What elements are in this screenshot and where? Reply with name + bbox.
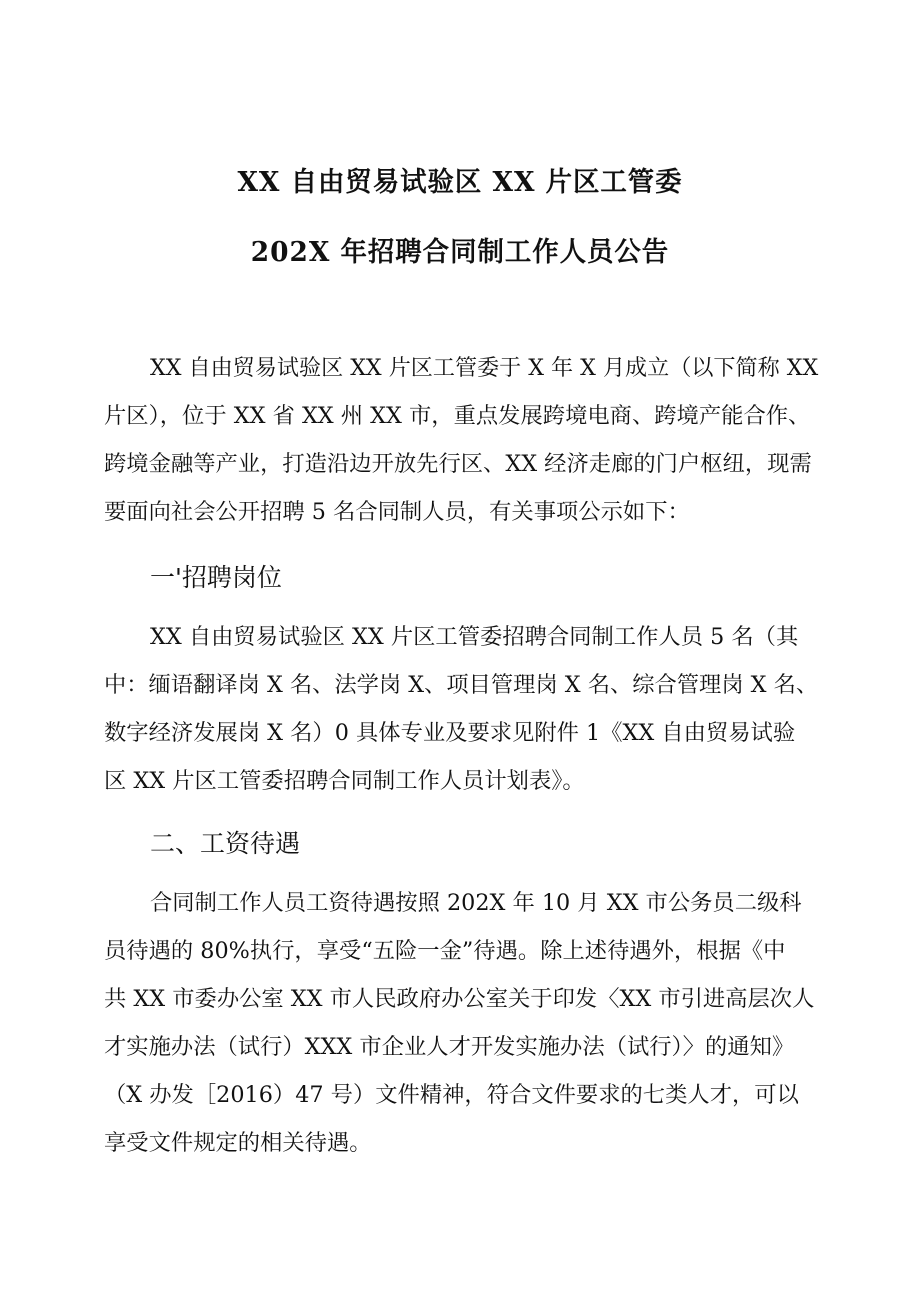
section-1-line: 数字经济发展岗 X 名）0 具体专业及要求见附件 1《XX 自由贸易试验 bbox=[104, 720, 796, 746]
intro-line: XX 自由贸易试验区 XX 片区工管委于 X 年 X 月成立（以下简称 XX bbox=[150, 355, 819, 381]
intro-line: 片区），位于 XX 省 XX 州 XX 市，重点发展跨境电商、跨境产能合作、 bbox=[104, 403, 811, 429]
intro-line: 要面向社会公开招聘 5 名合同制人员，有关事项公示如下： bbox=[104, 499, 690, 525]
section-2-line: 合同制工作人员工资待遇按照 202X 年 10 月 XX 市公务员二级科 bbox=[150, 890, 802, 916]
section-2-heading: 二、工资待遇 bbox=[150, 829, 301, 858]
document-title-line-2: 202X 年招聘合同制工作人员公告 bbox=[250, 237, 670, 268]
document-title-line-1: XX 自由贸易试验区 XX 片区工管委 bbox=[237, 167, 683, 198]
section-2-line: 员待遇的 80%执行，享受“五险一金”待遇。除上述待遇外，根据《中 bbox=[104, 938, 786, 964]
section-1-line: XX 自由贸易试验区 XX 片区工管委招聘合同制工作人员 5 名（其 bbox=[150, 624, 799, 650]
section-2-line: 共 XX 市委办公室 XX 市人民政府办公室关于印发〈XX 市引进高层次人 bbox=[104, 986, 815, 1012]
section-2-line: 才实施办法（试行）XXX 市企业人才开发实施办法（试行）〉的通知》 bbox=[104, 1034, 795, 1060]
section-2-line: 享受文件规定的相关待遇。 bbox=[104, 1130, 372, 1156]
section-2-line: （X 办发［2016）47 号）文件精神，符合文件要求的七类人才，可以 bbox=[104, 1082, 799, 1108]
section-1-line: 区 XX 片区工管委招聘合同制工作人员计划表》。 bbox=[104, 768, 585, 794]
intro-line: 跨境金融等产业，打造沿边开放先行区、XX 经济走廊的门户枢纽，现需 bbox=[104, 451, 812, 477]
section-1-line: 中：缅语翻译岗 X 名、法学岗 X、项目管理岗 X 名、综合管理岗 X 名、 bbox=[104, 672, 819, 698]
section-1-heading: 一'招聘岗位 bbox=[150, 563, 282, 592]
